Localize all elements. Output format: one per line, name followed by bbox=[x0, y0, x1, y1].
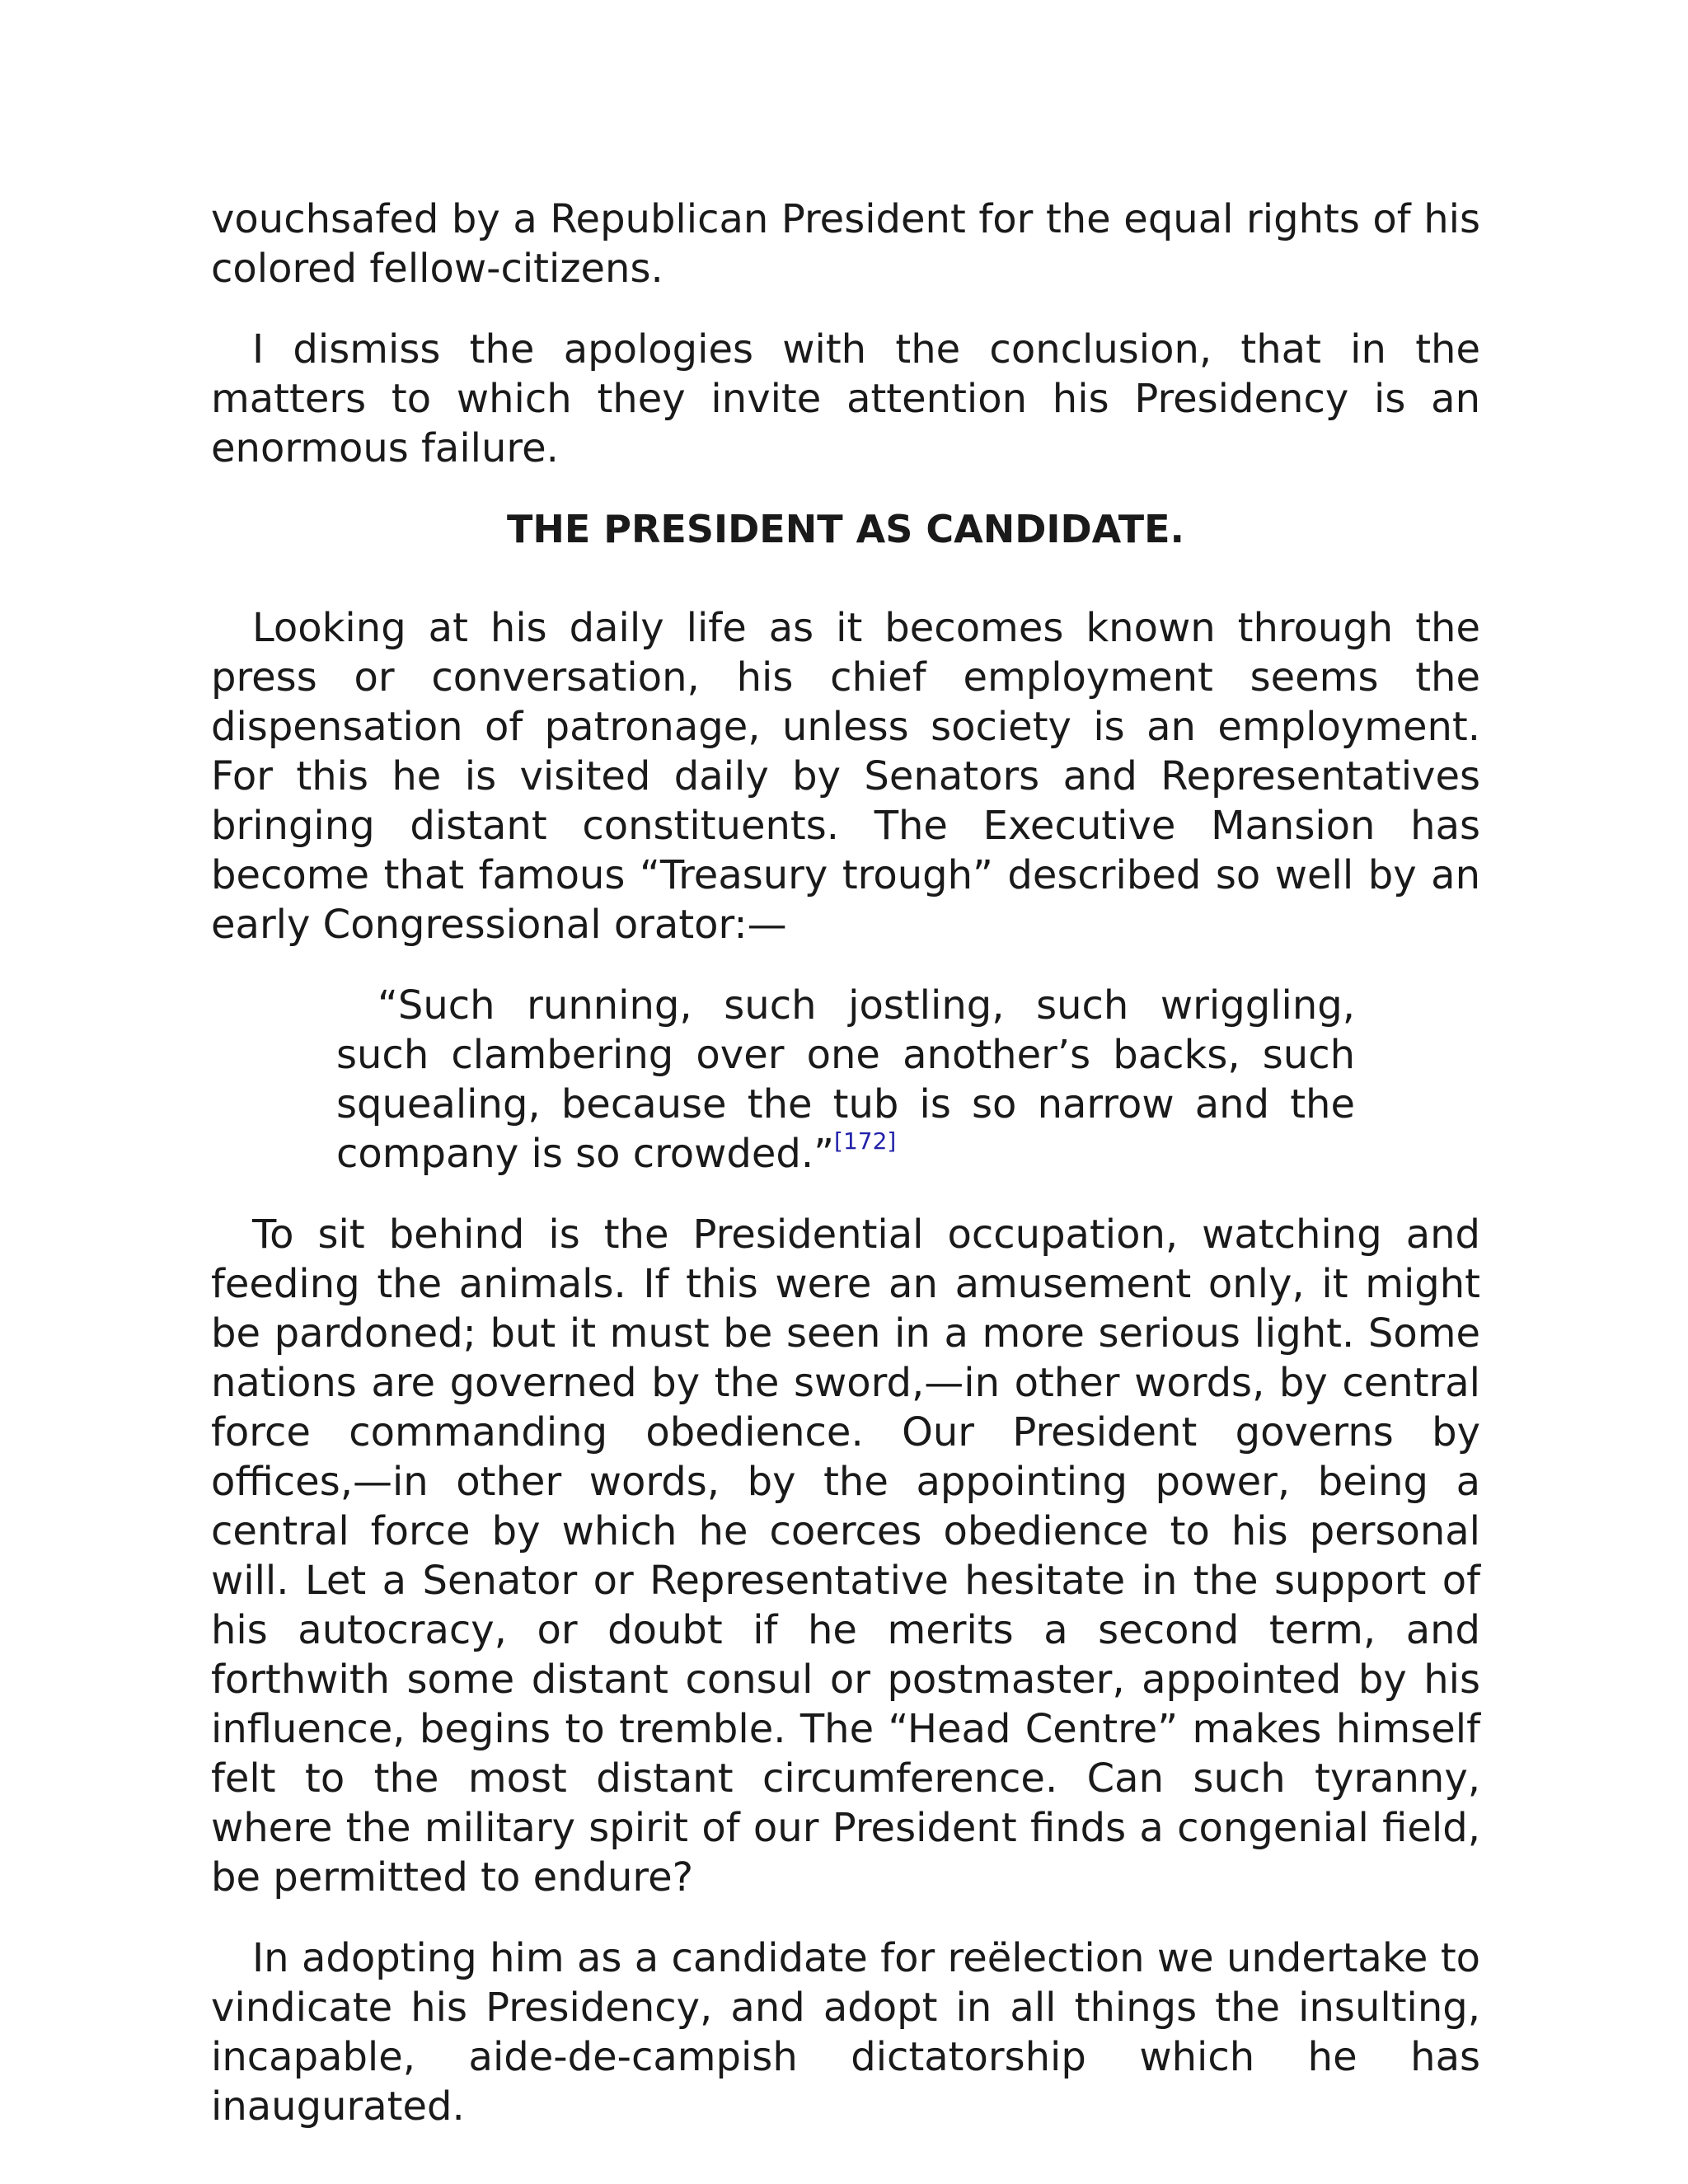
block-quote-text: “Such running, such jostling, such wriggling, such clambering over one another’s backs, such squealing, because the tub is so narrow and the company is so crowded.” bbox=[336, 982, 1355, 1177]
paragraph-apologies: I dismiss the apologies with the conclusion, that in the matters to which they invite attention his Presidency is an enormous failure. bbox=[211, 326, 1480, 471]
block-quote bbox=[336, 981, 1355, 1179]
page-body bbox=[211, 194, 1480, 2131]
paragraph-continuation: vouchsafed by a Republican President for the equal rights of his colored fellow-citizens. bbox=[211, 196, 1480, 292]
paragraph-daily-life: Looking at his daily life as it becomes known through the press or conversation, his chief employment seems the dispensation of patronage, unless society is an employment. For this he is visited daily by Senators and Representatives bringing distant constituents. The Executive Mansion has become that famous “Treasury trough” described so well by an early Congressional orator:— bbox=[211, 605, 1480, 948]
paragraph-candidate: In adopting him as a candidate for reëlection we undertake to vindicate his Presidency, and adopt in all things the insulting, incapable, aide-de-campish dictatorship which he has inaugurated. bbox=[211, 1935, 1480, 2130]
paragraph-occupation: To sit behind is the Presidential occupation, watching and feeding the animals. If this were an amusement only, it might be pardoned; but it must be seen in a more serious light. Some nations are governed by the sword,—in other words, by central force commanding obedience. Our President governs by offices,—in other words, by the appointing power, being a central force by which he coerces obedience to his personal will. Let a Senator or Representative hesitate in the support of his autocracy, or doubt if he merits a second term, and forthwith some distant consul or postmaster, appointed by his influence, begins to tremble. The “Head Centre” makes himself felt to the most distant circumference. Can such tyranny, where the military spirit of our President finds a congenial field, be permitted to endure? bbox=[211, 1212, 1480, 1900]
footnote-link[interactable]: [172] bbox=[834, 1127, 897, 1155]
section-heading: THE PRESIDENT AS CANDIDATE. bbox=[506, 507, 1184, 551]
